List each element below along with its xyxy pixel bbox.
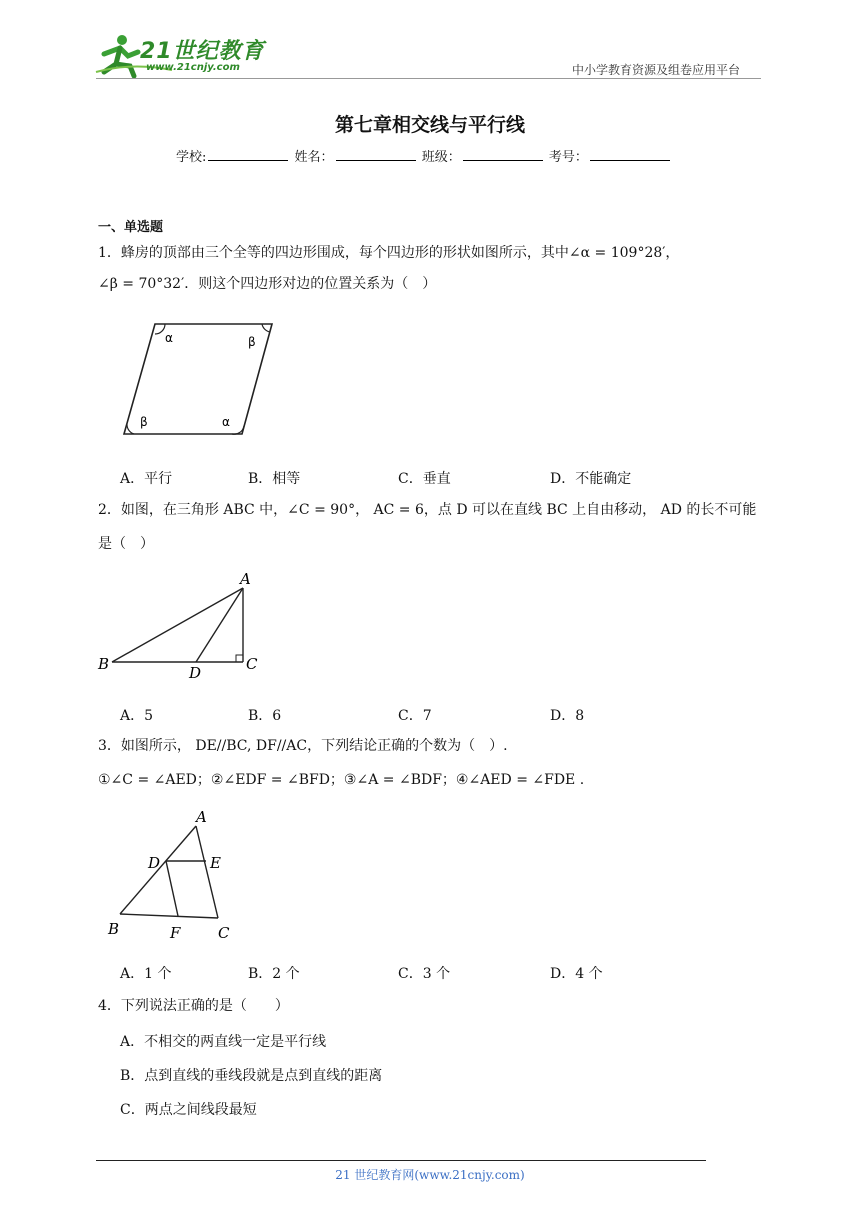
name-label: 姓名： [294,150,334,165]
class-label: 班级： [421,150,461,165]
logo-text: 21世纪教育 [140,39,265,64]
point-label: E [210,854,221,872]
section-title: 一、单选题 [98,220,164,235]
triangle-abc-figure [96,566,276,682]
q4-option-c[interactable]: C．两点之间线段最短 [120,1102,257,1118]
q1-option-d[interactable]: D．不能确定 [550,471,632,487]
q2-option-c[interactable]: C．7 [398,708,432,724]
q1-option-a[interactable]: A．平行 [120,471,173,487]
question-1-line-1: 1．蜂房的顶部由三个全等的四边形围成，每个四边形的形状如图所示，其中∠α = 109°28′， [98,245,680,261]
angle-arc [155,324,165,334]
angle-label: β [248,335,256,349]
q3-option-b[interactable]: B．2 个 [248,966,300,982]
q2-option-b[interactable]: B．6 [248,708,282,724]
point-label: A [196,808,207,826]
angle-arc [127,424,134,434]
page-title: 第七章相交线与平行线 [334,114,525,136]
footer-text[interactable]: 21 世纪教育网(www.21cnjy.com) [335,1168,525,1182]
point-label: B [108,920,120,938]
point-label: C [218,924,230,942]
angle-arc [262,324,270,332]
triangle-def-figure [100,806,240,946]
question-4-line-1: 4．下列说法正确的是（ ） [98,998,289,1014]
question-2-line-2: 是（ ） [98,536,154,552]
parallelogram-figure [118,318,278,440]
q2-option-d[interactable]: D．8 [550,708,585,724]
student-info-row [176,146,672,165]
class-field[interactable] [463,147,543,161]
q4-option-a[interactable]: A．不相交的两直线一定是平行线 [120,1034,327,1050]
logo-url: www.21cnjy.com [146,62,240,73]
name-field[interactable] [336,147,416,161]
question-3-line-2: ①∠C = ∠AED；②∠EDF = ∠BFD；③∠A = ∠BDF；④∠AED = ∠FDE . [98,772,585,788]
exam-no-label: 考号： [548,150,588,165]
header-platform-text: 中小学教育资源及组卷应用平台 [572,63,741,77]
q4-option-b[interactable]: B．点到直线的垂线段就是点到直线的距离 [120,1068,383,1084]
question-3-line-1: 3．如图所示， DE//BC, DF//AC，下列结论正确的个数为（ ）. [98,738,508,754]
angle-label: α [165,331,173,345]
q1-option-c[interactable]: C．垂直 [398,471,451,487]
point-label: C [246,655,258,673]
school-field[interactable] [208,147,288,161]
question-2-line-1: 2．如图，在三角形 ABC 中，∠C = 90°， AC = 6，点 D 可以在直线 BC 上自由移动， AD 的长不可能 [98,502,757,518]
angle-label: β [140,415,148,429]
footer-divider [96,1160,706,1161]
question-1-line-2: ∠β = 70°32′．则这个四边形对边的位置关系为（ ） [98,276,437,292]
angle-label: α [222,415,230,429]
point-label: A [240,570,251,588]
q3-option-d[interactable]: D．4 个 [550,966,603,982]
header-divider [96,78,761,79]
q2-option-a[interactable]: A．5 [120,708,154,724]
school-label: 学校: [176,150,207,165]
q1-option-b[interactable]: B．相等 [248,471,301,487]
q3-option-c[interactable]: C．3 个 [398,966,451,982]
point-label: D [189,664,202,682]
exam-no-field[interactable] [590,147,670,161]
point-label: F [170,924,181,942]
point-label: B [98,655,110,673]
point-label: D [148,854,161,872]
q3-option-a[interactable]: A．1 个 [120,966,172,982]
